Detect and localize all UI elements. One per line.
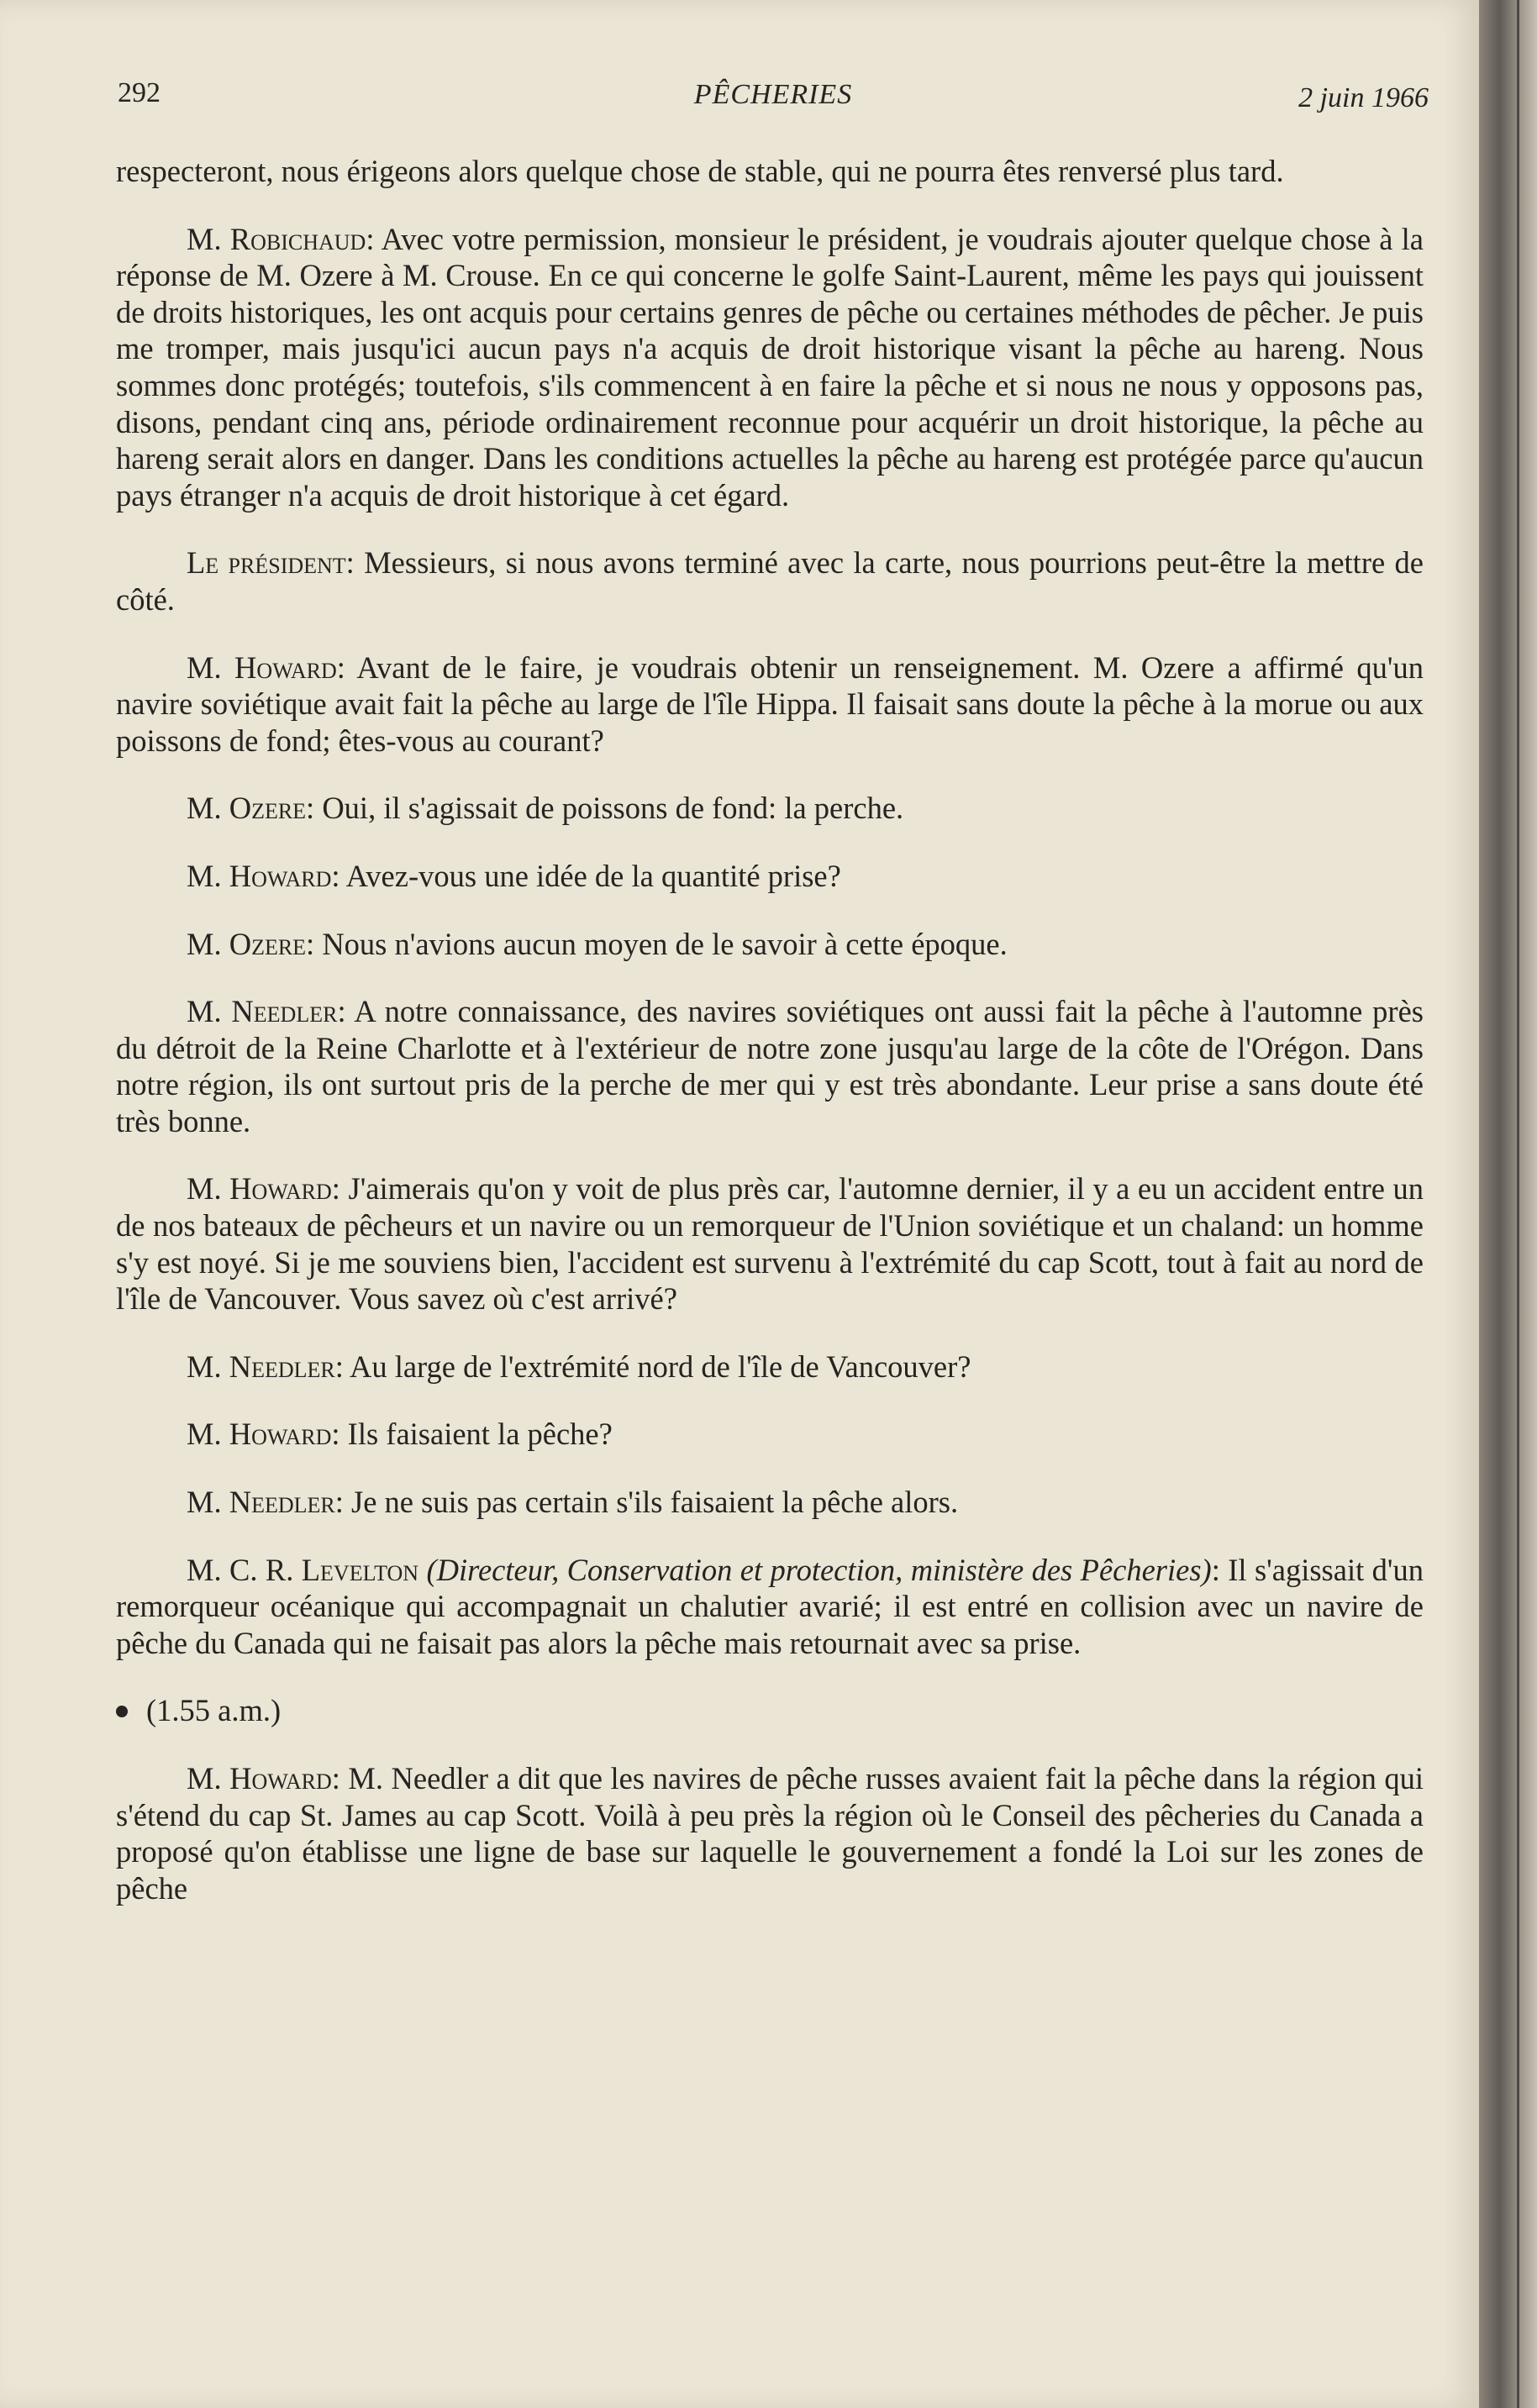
book-spine-line	[1517, 0, 1519, 2408]
speaker-name: M. Needler:	[187, 994, 346, 1029]
speech-text: : Il s'agissait d'un remorqueur océanique qui accompagnait un chalutier avarié; il est entré en collision avec un navire de pêche du Canada qui ne faisait pas alors la pêche mais retournait avec sa prise.	[116, 1552, 1424, 1660]
paragraph-levelton	[116, 1552, 1424, 1662]
speaker-name: M. Ozere:	[187, 791, 315, 826]
speech-text: J'aimerais qu'on y voit de plus près car, l'automne dernier, il y a eu un accident entre un de nos bateaux de pêcheurs et un navire ou un remorqueur de l'Union soviétique et un chaland: un homme s'y est noyé. Si je me souviens bien, l'accident est survenu à l'extrémité du cap Scott, tout à fait au nord de l'île de Vancouver. Vous savez où c'est arrivé?	[116, 1171, 1424, 1317]
speech-text: Au large de l'extrémité nord de l'île de Vancouver?	[343, 1349, 971, 1384]
paragraph-howard-3	[116, 1170, 1424, 1317]
speaker-title: (Directeur, Conservation et protection, ministère des Pêcheries)	[418, 1552, 1212, 1587]
paragraph-howard-5	[116, 1760, 1424, 1906]
paragraph-howard-2	[116, 858, 1424, 895]
speaker-name: M. Ozere:	[187, 926, 315, 961]
paragraph-president	[116, 544, 1424, 618]
paragraph-needler-1	[116, 993, 1424, 1139]
book-gutter	[1479, 0, 1537, 2408]
paragraph-ozere-2	[116, 926, 1424, 963]
speech-text: Avez-vous une idée de la quantité prise?	[340, 858, 841, 893]
page-number: 292	[118, 77, 161, 108]
paragraph-howard-4	[116, 1416, 1424, 1453]
speaker-name: M. Howard:	[187, 1171, 340, 1207]
time-marker	[116, 1692, 1424, 1729]
speech-text: Ils faisaient la pêche?	[340, 1417, 613, 1452]
speech-text: Oui, il s'agissait de poissons de fond: la perche.	[314, 791, 904, 826]
paragraph-needler-3	[116, 1484, 1424, 1521]
speech-text: A notre connaissance, des navires soviétiques ont aussi fait la pêche à l'automne près du détroit de la Reine Charlotte et à l'extérieur de notre zone jusqu'au large de la côte de l'Orégon. Dans notre région, ils ont surtout pris de la perche de mer qui y est très abondante. Leur prise a sans doute été très bonne.	[116, 994, 1424, 1138]
running-title: PÊCHERIES	[693, 79, 853, 110]
speaker-name: M. C. R. Levelton	[187, 1552, 419, 1587]
paragraph-needler-2	[116, 1349, 1424, 1385]
speech-text: Je ne suis pas certain s'ils faisaient la pêche alors.	[343, 1485, 959, 1520]
paragraph-howard-1	[116, 649, 1424, 760]
running-header	[118, 77, 1429, 119]
bullet-icon	[116, 1706, 128, 1717]
page-date: 2 juin 1966	[1298, 82, 1429, 113]
speaker-name: M. Needler:	[187, 1485, 344, 1520]
paragraph-continuation: respecteront, nous érigeons alors quelque chose de stable, qui ne pourra êtes renversé plus tard.	[116, 154, 1284, 188]
speaker-name: M. Howard:	[187, 1761, 340, 1795]
time-stamp: (1.55 a.m.)	[146, 1693, 282, 1728]
speech-text: Nous n'avions aucun moyen de le savoir à cette époque.	[314, 926, 1008, 961]
speaker-name: M. Needler:	[187, 1349, 344, 1384]
speaker-name: Le président:	[187, 545, 355, 581]
speech-text: Avec votre permission, monsieur le président, je voudrais ajouter quelque chose à la réponse de M. Ozere à M. Crouse. En ce qui concerne le golfe Saint-Laurent, même les pays qui jouissent de droits historiques, les ont acquis pour certains genres de pêche ou certaines méthodes de pêcher. Je puis me tromper, mais jusqu'ici aucun pays n'a acquis de droit historique visant la pêche au hareng. Nous sommes donc protégés; toutefois, s'ils commencent à en faire la pêche et si nous ne nous y opposons pas, disons, pendant cinq ans, période ordinairement reconnue pour acquérir un droit historique, la pêche au hareng serait alors en danger. Dans les conditions actuelles la pêche au hareng est protégée parce qu'aucun pays étranger n'a acquis de droit historique à cet égard.	[116, 221, 1424, 513]
speaker-name: M. Howard:	[187, 858, 340, 893]
paragraph-robichaud	[116, 221, 1424, 514]
body-text	[116, 153, 1424, 1937]
speech-text: Avant de le faire, je voudrais obtenir un renseignement. M. Ozere a affirmé qu'un navire soviétique avait fait la pêche au large de l'île Hippa. Il faisait sans doute la pêche à la morue ou aux poissons de fond; êtes-vous au courant?	[116, 649, 1424, 758]
speaker-name: M. Robichaud:	[187, 221, 375, 256]
paragraph-ozere-1	[116, 790, 1424, 827]
speaker-name: M. Howard:	[187, 1417, 340, 1452]
speech-text: Messieurs, si nous avons terminé avec la carte, nous pourrions peut-être la mettre de côté.	[116, 545, 1424, 617]
speaker-name: M. Howard:	[187, 649, 345, 685]
speech-text: M. Needler a dit que les navires de pêche russes avaient fait la pêche dans la région qui s'étend du cap St. James au cap Scott. Voilà à peu près la région où le Conseil des pêcheries du Canada a proposé qu'on établisse une ligne de base sur laquelle le gouvernement a fondé la Loi sur les zones de pêche	[116, 1761, 1424, 1906]
